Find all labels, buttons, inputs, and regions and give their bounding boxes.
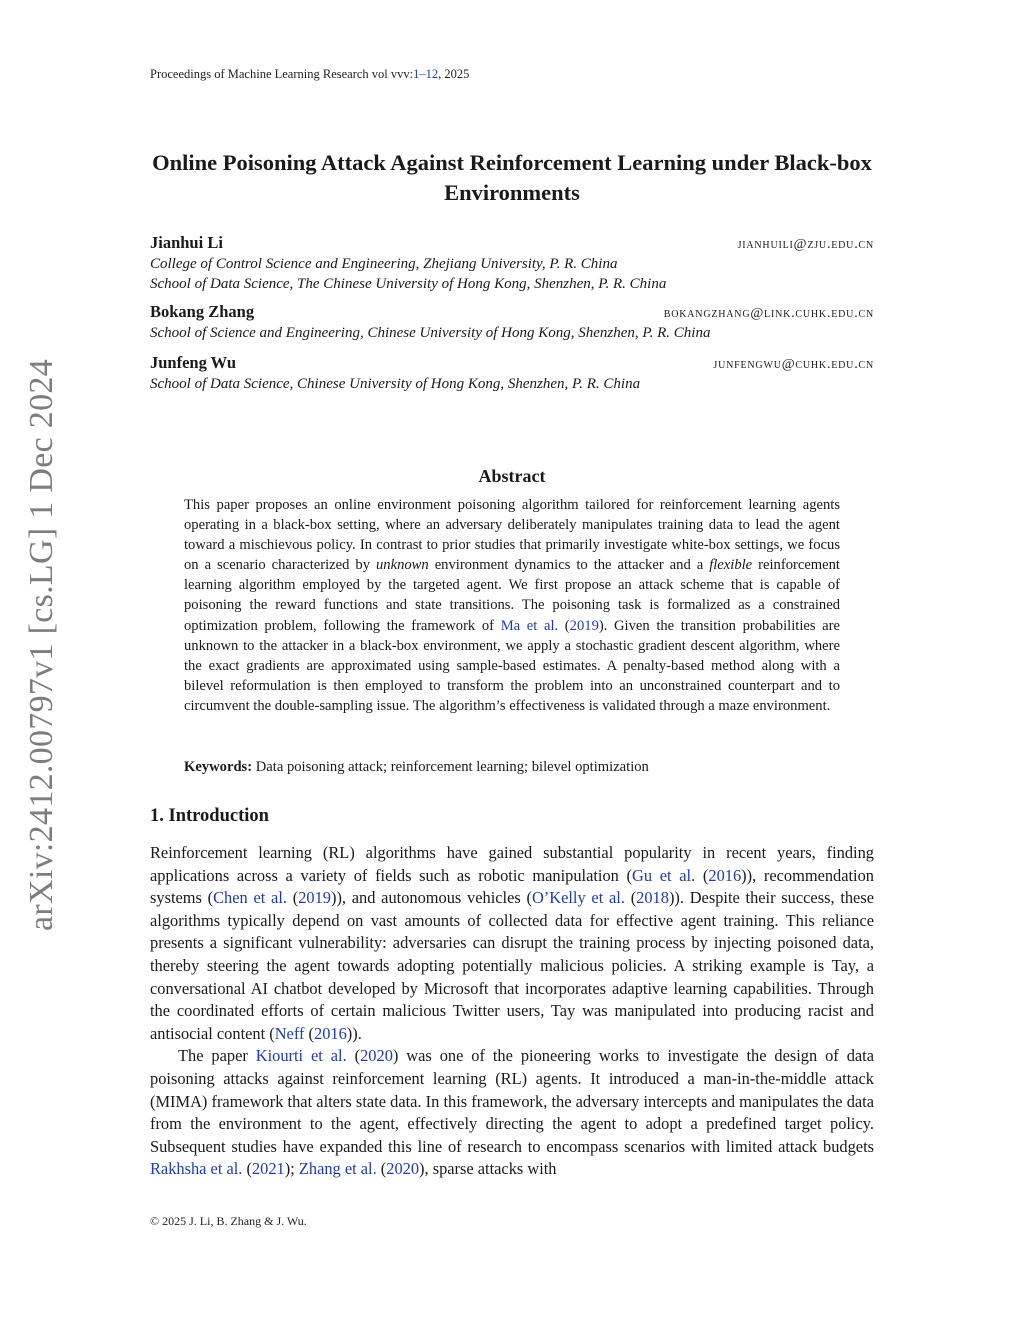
citation-year-link[interactable]: 2016 [708,865,742,885]
body-text: ( [346,1046,361,1066]
body-text: ( [286,888,299,908]
author-name: Junfeng Wu [150,353,237,372]
author-name: Bokang Zhang [150,302,255,321]
author-block-3 [150,353,874,394]
citation-year-link[interactable]: 2019 [298,888,331,908]
citation-year-link[interactable]: 2016 [314,1023,347,1043]
body-text: )), and autonomous vehicles ( [330,888,532,908]
citation-link[interactable]: Chen et al. [213,888,287,908]
author-email[interactable]: jianhuili@zju.edu.cn [737,237,874,252]
citation-link[interactable]: Ma et al. [500,617,559,634]
citation-link[interactable]: Rakhsha et al. [150,1159,243,1179]
author-block-2 [150,302,874,343]
running-head-suffix: , 2025 [438,67,470,81]
body-text: The paper [178,1046,256,1066]
section-heading-introduction: 1. Introduction [150,806,269,826]
citation-paren: ). [598,617,608,634]
author-name: Jianhui Li [150,233,223,252]
citation-year-link[interactable]: 2018 [636,888,669,908]
keywords-label: Keywords: [184,759,253,775]
body-text: ( [242,1159,252,1179]
citation-link[interactable]: Gu et al. [632,865,696,885]
body-text: )). [346,1023,362,1043]
author-affiliation: College of Control Science and Engineering, Zhejiang University, P. R. China [150,256,618,272]
author-affiliation: School of Data Science, The Chinese University of Hong Kong, Shenzhen, P. R. China [150,276,667,292]
abstract-text: This paper proposes an online environment poisoning algorithm tailored for reinforcement learning agents operating in a black-box setting, where an adversary deliberately manipulates training data to lead the agent toward a mischievous policy. In contrast to prior studies that primarily investigate white-box settings, we focus on a scenario characterized by [184,497,840,574]
copyright-footer: © 2025 J. Li, B. Zhang & J. Wu. [150,1214,307,1228]
body-text: ( [624,888,637,908]
arxiv-sidebar-stamp: arXiv:2412.00797v1 [cs.LG] 1 Dec 2024 [23,359,60,931]
paper-title: Online Poisoning Attack Against Reinforcement Learning under Black-box Environments [152,150,872,205]
body-text: ( [376,1159,387,1179]
author-block-1 [150,233,874,294]
body-text: ( [304,1023,315,1043]
citation-link[interactable]: Neff [274,1023,305,1043]
author-email[interactable]: junfengwu@cuhk.edu.cn [713,357,874,372]
author-email[interactable]: bokangzhang@link.cuhk.edu.cn [663,306,874,321]
body-text: ) was one of the pioneering works to investigate the design of data poisoning attacks against reinforcement learning (RL) agents. It introduced a man-in-the-middle attack (MIMA) framework that alters state data. In this framework, the adversary intercepts and manipulates the data from the environment to the agent, effectively directing the agent to adopt a predefined target policy. Subsequent studies have expanded this line of research to encompass scenarios with limited attack budgets [150,1046,874,1156]
citation-paren: ( [558,617,570,634]
citation-year-link[interactable]: 2020 [360,1046,393,1066]
running-head [150,67,469,82]
page-range-link[interactable]: 1–12 [413,67,439,81]
abstract-emphasis: unknown [376,557,429,574]
author-affiliation: School of Science and Engineering, Chinese University of Hong Kong, Shenzhen, P. R. China [150,325,711,341]
body-text: )). Despite their success, these algorithms typically depend on vast amounts of collected data for effective agent training. This reliance presents a significant vulnerability: adversaries can disrupt the training process by injecting poisoned data, thereby steering the agent towards adopting potentially malicious policies. A striking example is Tay, a conversational AI chatbot developed by Microsoft that incorporates adaptive learning capabilities. Through the coordinated efforts of certain malicious Twitter users, Tay was manipulated into producing racist and antisocial content ( [150,888,874,1043]
introduction-body [150,842,874,1181]
abstract-heading: Abstract [478,466,546,486]
body-text: Reinforcement learning (RL) algorithms have gained substantial popularity in recent years, finding applications across a variety of fields such as robotic manipulation ( [150,843,874,885]
running-head-prefix: Proceedings of Machine Learning Research vol vvv: [150,67,414,81]
body-text: ); [284,1159,299,1179]
citation-link[interactable]: Kiourti et al. [255,1046,347,1066]
abstract-body [184,495,840,716]
abstract-emphasis: flexible [709,557,753,574]
citation-year-link[interactable]: 2021 [251,1159,285,1179]
citation-year-link[interactable]: 2020 [386,1159,420,1179]
body-text: ( [695,865,709,885]
keywords-text: Data poisoning attack; reinforcement learning; bilevel optimization [252,759,649,775]
abstract-text: Given the transition probabilities are unknown to the attacker in a black-box environment, we apply a stochastic gradient descent algorithm, where the exact gradients are approximated using sample-based estimates. A penalty-based method along with a bilevel reformulation is then employed to transform the problem into an unconstrained counterpart and to circumvent the double-sampling issue. The algorithm’s effectiveness is validated through a maze environment. [184,617,840,714]
body-text: )), recommendation systems ( [150,865,875,908]
citation-link[interactable]: Zhang et al. [298,1159,377,1179]
body-text: ), sparse attacks with [419,1159,557,1179]
abstract-text: environment dynamics to the attacker and a [428,557,710,574]
citation-year-link[interactable]: 2019 [569,617,599,634]
paragraph [150,1045,874,1181]
citation-link[interactable]: O’Kelly et al. [531,888,625,908]
abstract-text: reinforcement learning algorithm employed by the targeted agent. We first propose an attack scheme that is capable of poisoning the reward functions and state transitions. The poisoning task is formalized as a constrained optimization problem, following the framework of [184,557,840,634]
paragraph [150,842,874,1045]
author-affiliation: School of Data Science, Chinese University of Hong Kong, Shenzhen, P. R. China [150,376,641,392]
keywords-line [184,757,840,777]
